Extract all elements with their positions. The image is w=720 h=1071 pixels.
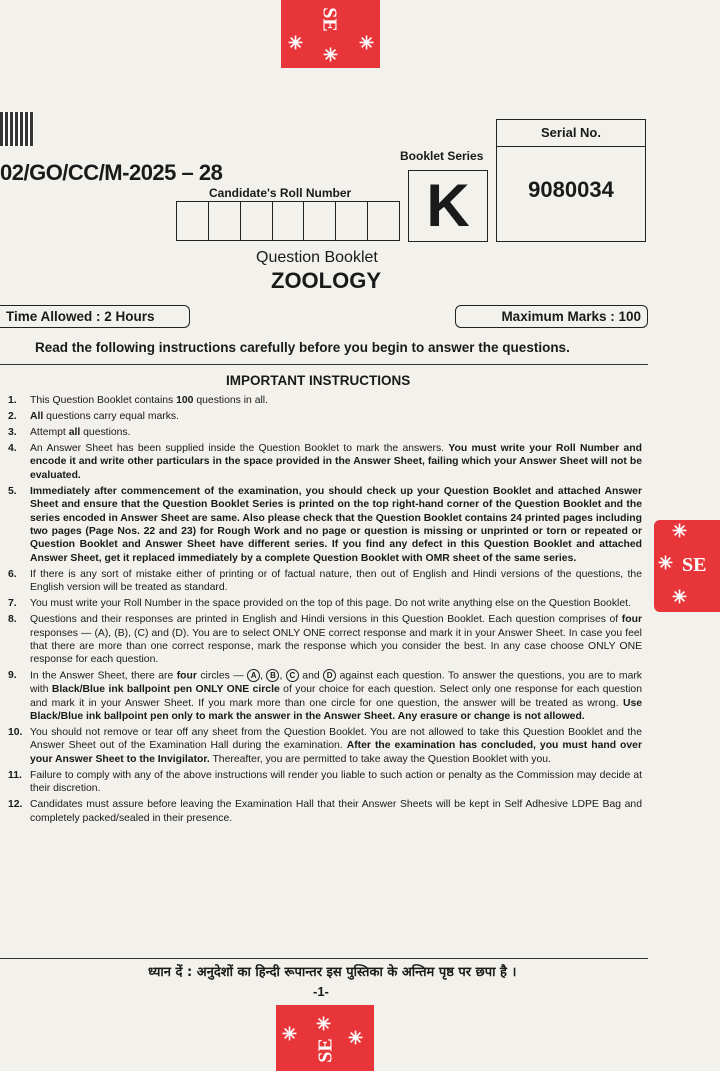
instruction-3: 3. Attempt all questions. — [8, 427, 131, 438]
top-seal-text: SE — [318, 7, 341, 32]
read-notice: Read the following instructions carefully before you begin to answer the questions. — [35, 340, 570, 355]
roll-number-boxes[interactable] — [176, 201, 400, 241]
circle-d: D — [323, 669, 336, 682]
instructions-title: IMPORTANT INSTRUCTIONS — [226, 373, 411, 388]
instruction-10: 10. You should not remove or tear off any sheet from the Question Booklet. You are not allowed to take this Question Booklet and the Answer Sheet out of the Examination Hall during the examination. After the examination has concluded, you must hand over your Answer Sheet to the Invigilator. Thereafter, you are permitted to take away the Question Booklet with you. — [8, 726, 642, 765]
circle-a: A — [247, 669, 260, 682]
serial-no-value: 9080034 — [528, 177, 614, 202]
bottom-seal-text: SE — [314, 1038, 337, 1063]
qr-code — [0, 112, 34, 146]
instruction-5: 5. Immediately after commencement of the examination, you should check up your Question Booklet and attached Answer Sheet and ensure that the Question Booklet Series is printed on the top right-hand corner of the Question Booklet and the series encoded in Answer Sheet are same. Also please check that the Question Booklet contains 24 printed pages including two pages (Page Nos. 22 and 23) for Rough Work and no page or question is missing or unprinted or torn or repeated or Question Booklet and Answer Sheet have different series. If you find any defect in this Question Booklet and attached Answer Sheet, get it replaced immediately by a complete Question Booklet with OMR sheet of the same series. — [8, 485, 642, 564]
instruction-8: 8. Questions and their responses are printed in English and Hindi versions in this Question Booklet. Each question comprises of four responses — (A), (B), (C) and (D). You are to select ONLY ONE correct response and mark it in your Answer Sheet. In case you feel that there are more than one correct response, mark the response which you consider the best. In any case choose ONLY ONE response for each question. — [8, 614, 642, 666]
circle-c: C — [286, 669, 299, 682]
instruction-11: 11. Failure to comply with any of the above instructions will render you liable to such action or penalty as the Commission may decide at their discretion. — [8, 769, 642, 795]
booklet-series-box — [408, 170, 488, 242]
top-seal: ✳ ✳ ✳ SE — [281, 0, 380, 68]
booklet-series-value: K — [426, 172, 470, 239]
time-allowed: Time Allowed : 2 Hours — [0, 305, 190, 328]
booklet-title: Question Booklet — [256, 249, 378, 266]
hindi-note: ध्यान दें : अनुदेशों का हिन्दी रूपान्तर इस पुस्तिका के अन्तिम पृष्ठ पर छपा है । — [148, 965, 517, 980]
bottom-seal: ✳ ✳ ✳ SE — [276, 1005, 374, 1071]
paper-code: 02/GO/CC/M-2025 – 28 — [0, 160, 223, 185]
right-seal: ✳ ✳ ✳ SE — [654, 520, 720, 612]
subject-title: ZOOLOGY — [271, 268, 381, 293]
instruction-1: 1. This Question Booklet contains 100 questions in all. — [8, 395, 268, 406]
maximum-marks: Maximum Marks : 100 — [455, 305, 648, 328]
booklet-series-label: Booklet Series — [400, 149, 484, 163]
instruction-4: 4. An Answer Sheet has been supplied inside the Question Booklet to mark the answers. You must write your Roll Number and encode it and write other particulars in the space provided in the Answer Sheet, failing which your Answer Sheet will not be evaluated. — [8, 443, 642, 481]
roll-number-label: Candidate's Roll Number — [209, 186, 352, 200]
instruction-12: 12. Candidates must assure before leaving the Examination Hall that their Answer Sheets will be kept in Self Adhesive LDPE Bag and completely packed/sealed in their presence. — [8, 799, 642, 824]
divider-top — [0, 364, 648, 365]
page-number: -1- — [313, 984, 329, 999]
instructions-list — [8, 394, 642, 828]
circle-b: B — [266, 669, 279, 682]
divider-bottom — [0, 958, 648, 959]
instruction-6: 6. If there is any sort of mistake either of printing or of factual nature, then out of English and Hindi versions of the questions, the English version will be treated as standard. — [8, 568, 642, 594]
right-seal-text: SE — [682, 554, 707, 576]
serial-no-label: Serial No. — [497, 120, 645, 147]
instruction-2: 2. All questions carry equal marks. — [8, 411, 179, 422]
instruction-7: 7. You must write your Roll Number in the space provided on the top of this page. Do not write anything else on the Question Booklet. — [8, 598, 631, 610]
instruction-9: 9. In the Answer Sheet, there are four circles — A , B , C and D against each question. To answer the questions, you are to mark with Black/Blue ink ballpoint pen ONLY ONE circle of your choice for each question. Select only one response for each question and mark it in your Answer Sheet. If you mark more than one circle for one question, the answer will be treated as wrong. Use Black/Blue ink ballpoint pen only to mark the answer in the Answer Sheet. Any erasure or change is not allowed. — [8, 670, 643, 722]
serial-no-box — [496, 119, 646, 242]
